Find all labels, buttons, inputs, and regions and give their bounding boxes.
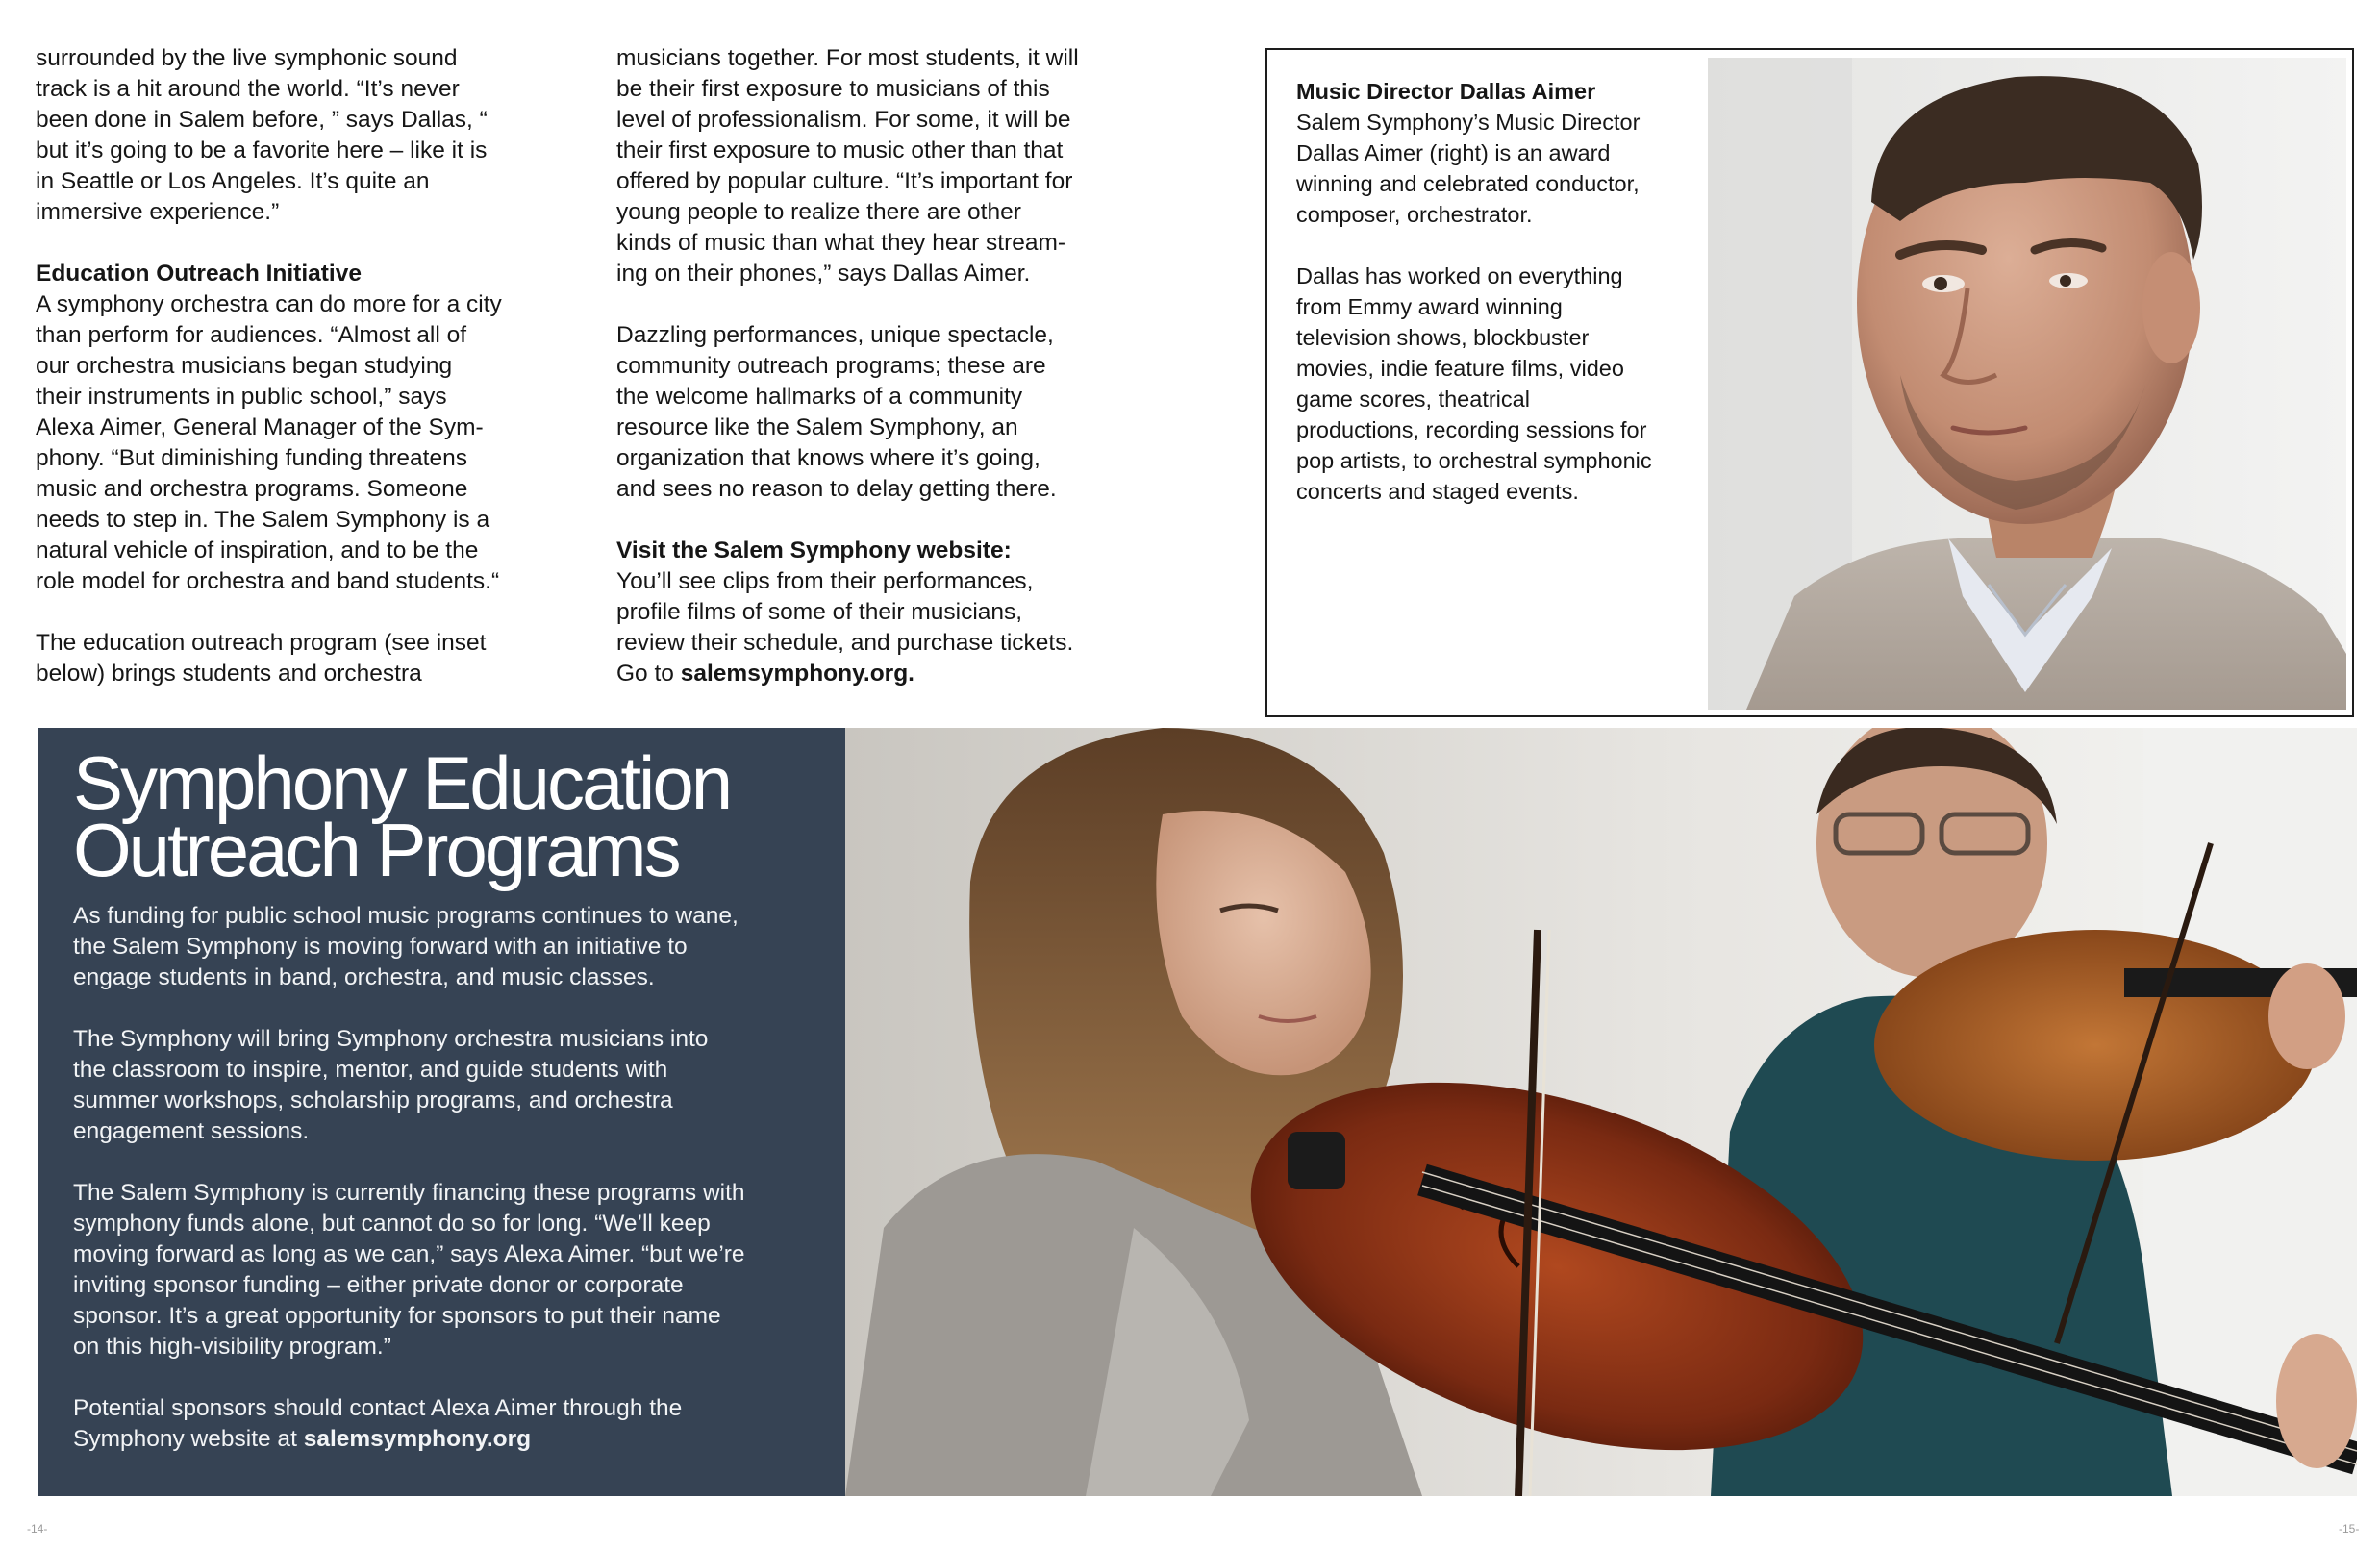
panel-paragraph-1: As funding for public school music programs continues to wane, the Salem Symphony is moving forward with an initiative to engage students in band, orchestra, and music classes. bbox=[73, 903, 739, 990]
middle-paragraph-3 bbox=[616, 536, 1155, 689]
music-director-inset bbox=[1265, 48, 2354, 717]
panel-website-link[interactable]: salemsymphony.org bbox=[303, 1426, 532, 1452]
left-paragraph-2-text: A symphony orchestra can do more for a city than perform for audiences. “Almost all of our orchestra musicians began studying their instruments in public school,” says Alexa Aimer, General Manager of the Sym- phony. “But diminishing funding threatens music and orchestra programs. Someone needs to step in. The Salem Symphony is a natural vehicle of inspiration, and to be the role model for orchestra and band students.“ bbox=[36, 291, 502, 594]
education-outreach-heading: Education Outreach Initiative bbox=[36, 261, 362, 287]
inset-paragraph-1-text: Salem Symphony’s Music Director Dallas Aimer (right) is an award winning and celebrated conductor, composer, orchestrator. bbox=[1296, 110, 1641, 227]
panel-paragraph-4 bbox=[73, 1393, 833, 1455]
inset-paragraph-2: Dallas has worked on everything from Emmy award winning television shows, blockbuster movies, indie feature films, video game scores, theatrical productions, recording sessions for pop artists, to orchestral symphonic concerts and staged events. bbox=[1296, 263, 1652, 504]
panel-paragraph-3: The Salem Symphony is currently financing these programs with symphony funds alone, but cannot do so for long. “We’ll keep moving forward as long as we can,” says Alexa Aimer. “but we’re inviting sponsor funding – either private donor or corporate sponsor. It’s a great opportunity for sponsors to put their name on this high-visibility program.” bbox=[73, 1180, 745, 1360]
middle-paragraph-2: Dazzling performances, unique spectacle, community outreach programs; these are the welcome hallmarks of a community resource like the Salem Symphony, an organization that knows where it’s going, and sees no reason to delay getting there. bbox=[616, 322, 1057, 502]
inset-heading: Music Director Dallas Aimer bbox=[1296, 79, 1596, 104]
panel-title: Symphony Education Outreach Programs bbox=[73, 740, 731, 892]
panel-paragraph-2: The Symphony will bring Symphony orchestra musicians into the classroom to inspire, mentor, and guide students with summer workshops, scholarship programs, and orchestra engagement sessions. bbox=[73, 1026, 709, 1144]
left-paragraph-2 bbox=[36, 259, 574, 597]
violin-students-photo bbox=[845, 728, 2357, 1496]
inset-text bbox=[1296, 76, 1700, 538]
panel-body bbox=[73, 901, 833, 1486]
website-link[interactable]: salemsymphony.org. bbox=[680, 661, 914, 687]
page-number-left: -14- bbox=[27, 1522, 48, 1536]
panel-paragraph-4-text: Potential sponsors should contact Alexa Aimer through the Symphony website at bbox=[73, 1395, 683, 1452]
middle-article-column bbox=[616, 43, 1155, 720]
page-number-right: -15- bbox=[2339, 1522, 2360, 1536]
left-paragraph-1: surrounded by the live symphonic sound track is a hit around the world. “It’s never been done in Salem before, ” says Dallas, “ but it’s going to be a favorite here – like it is in Seattle or Los Angeles. It’s quite an immersive experience.” bbox=[36, 45, 488, 225]
outreach-programs-panel bbox=[38, 728, 845, 1496]
middle-paragraph-1: musicians together. For most students, it will be their first exposure to musicians of this level of professionalism. For some, it will be their first exposure to music other than that offered by popular culture. “It’s important for young people to realize there are other kinds of music than what they hear stream- ing on their phones,” says Dallas Aimer. bbox=[616, 45, 1079, 287]
left-paragraph-3: The education outreach program (see inset below) brings students and orchestra bbox=[36, 630, 487, 687]
middle-paragraph-3-text: You’ll see clips from their performances, profile films of some of their musicians, review their schedule, and purchase tickets. Go to bbox=[616, 568, 1074, 687]
left-article-column bbox=[36, 43, 574, 720]
inset-paragraph-1 bbox=[1296, 76, 1700, 230]
visit-website-heading: Visit the Salem Symphony website: bbox=[616, 538, 1012, 563]
portrait-photo bbox=[1708, 58, 2346, 710]
